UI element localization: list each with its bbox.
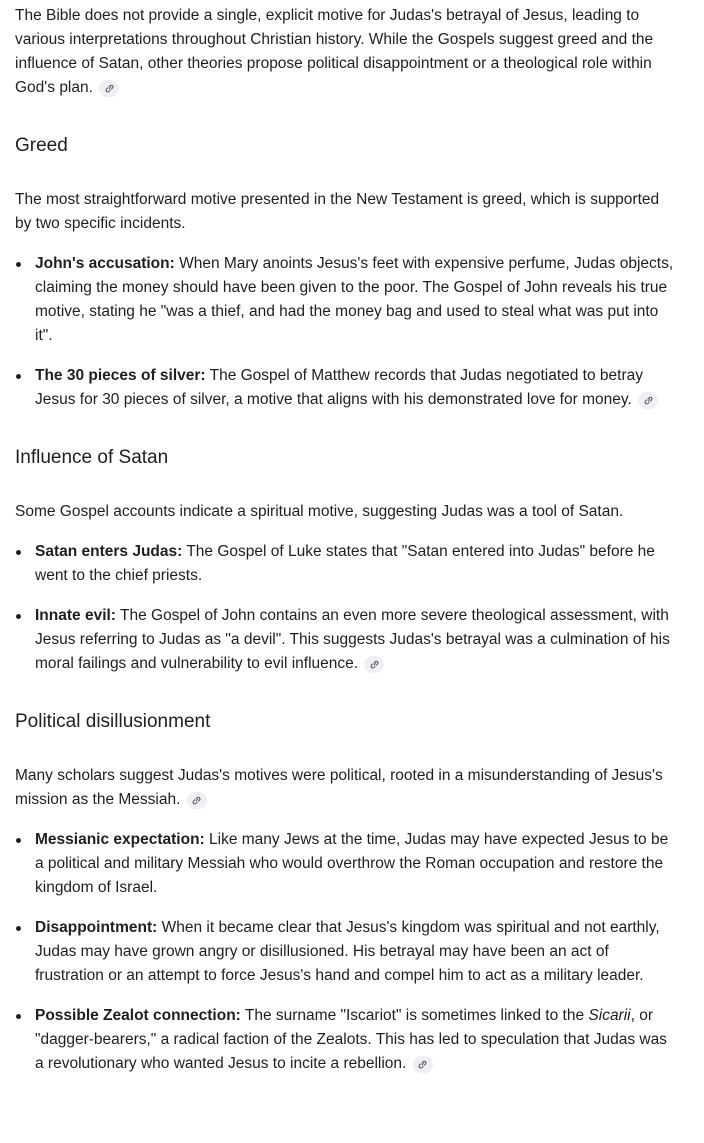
source-link-button[interactable] — [99, 80, 119, 97]
intro-paragraph — [15, 4, 674, 100]
list-item-term: The 30 pieces of silver: — [35, 367, 206, 384]
list-greed — [15, 252, 674, 412]
list-item-term: Satan enters Judas: — [35, 543, 183, 560]
source-link-button[interactable] — [364, 656, 384, 673]
section-body-satan: Some Gospel accounts indicate a spiritual motive, suggesting Judas was a tool of Satan. — [15, 503, 624, 520]
list-item-term: Messianic expectation: — [35, 831, 205, 848]
list-item-term: Innate evil: — [35, 607, 116, 624]
list-item-italic: Sicarii — [588, 1007, 631, 1024]
link-icon — [104, 83, 115, 94]
list-item-text: , or "dagger-bearers," a radical faction of the Zealots. This has led to speculation that Judas was a revolutionary who wanted Jesus to incite a rebellion. — [35, 1007, 667, 1072]
list-item — [15, 828, 674, 900]
list-item-text: When it became clear that Jesus's kingdom was spiritual and not earthly, Judas may have grown angry or disillusioned. His betrayal may have been an act of frustration or an attempt to force Jesus's hand and compel him to act as a military leader. — [35, 919, 660, 984]
source-link-button[interactable] — [638, 392, 658, 409]
intro-text: The Bible does not provide a single, explicit motive for Judas's betrayal of Jesus, leading to various interpretations throughout Christian history. While the Gospels suggest greed and the influence of Satan, other theories propose political disappointment or a theological role within God's plan. — [15, 7, 654, 96]
list-item-text: The surname "Iscariot" is sometimes linked to the — [240, 1007, 589, 1024]
list-satan — [15, 540, 674, 676]
source-link-button[interactable] — [187, 792, 207, 809]
source-link-button[interactable] — [413, 1056, 433, 1073]
list-item — [15, 540, 674, 588]
section-body-greed: The most straightforward motive presented in the New Testament is greed, which is supported by two specific incidents. — [15, 191, 660, 232]
link-icon — [643, 395, 654, 406]
list-item-text: When Mary anoints Jesus's feet with expensive perfume, Judas objects, claiming the money should have been given to the poor. The Gospel of John reveals his true motive, stating he "was a thief, and had the money bag and used to steal what was put into it". — [35, 255, 674, 344]
section-body-text: Many scholars suggest Judas's motives were political, rooted in a misunderstanding of Jesus's mission as the Messiah. — [15, 767, 663, 808]
list-item-term: Possible Zealot connection: — [35, 1007, 241, 1024]
list-item-text: The Gospel of John contains an even more severe theological assessment, with Jesus referring to Judas as "a devil". This suggests Judas's betrayal was a culmination of his moral failings and vulnerability to evil influence. — [35, 607, 670, 672]
section-heading-satan: Influence of Satan — [15, 447, 169, 468]
list-item — [15, 364, 674, 412]
list-item-text: The Gospel of Matthew records that Judas negotiated to betray Jesus for 30 pieces of silver, a motive that aligns with his demonstrated love for money. — [35, 367, 643, 408]
link-icon — [369, 659, 380, 670]
list-item-text: The Gospel of Luke states that "Satan entered into Judas" before he went to the chief priests. — [35, 543, 655, 584]
section-body-political — [15, 764, 674, 812]
list-item — [15, 252, 674, 348]
list-item — [15, 916, 674, 988]
link-icon — [191, 795, 202, 806]
list-item — [15, 604, 674, 676]
list-political — [15, 828, 674, 1076]
list-item-text: Like many Jews at the time, Judas may have expected Jesus to be a political and military Messiah who would overthrow the Roman occupation and restore the kingdom of Israel. — [35, 831, 669, 896]
section-heading-greed: Greed — [15, 135, 68, 156]
link-icon — [417, 1059, 428, 1070]
list-item-term: John's accusation: — [35, 255, 175, 272]
section-heading-political: Political disillusionment — [15, 711, 211, 732]
list-item — [15, 1004, 674, 1076]
list-item-term: Disappointment: — [35, 919, 158, 936]
